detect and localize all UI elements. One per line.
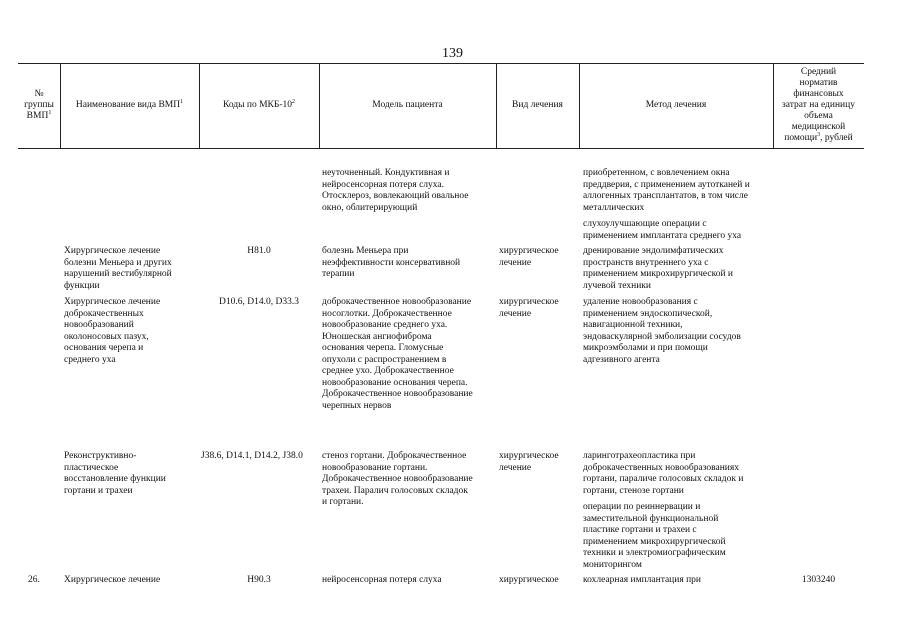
row-cochlear-cost: 1303240 xyxy=(801,575,836,585)
header-group-text: № группы ВМП xyxy=(24,89,54,121)
row-meniere-name: Хирургическое лечение болезни Меньера и других нарушений вестибулярной функции xyxy=(64,246,172,291)
row-cochlear-model: нейросенсорная потеря слуха xyxy=(322,575,442,585)
row-larynx-method: ларинготрахеопластика при доброкачественных новообразованиях гортани, параличе голосовых складок и гортани, стенозе гортани xyxy=(583,451,744,496)
row-larynx-method-extra: операции по реиннервации и заместительной функциональной пластике гортани и трахеи с применением микрохирургической техники и электромиографическим мониторингом xyxy=(583,502,726,570)
header-model-text: Модель пациента xyxy=(372,100,443,110)
header-codes xyxy=(199,63,319,148)
row-larynx-model: стеноз гортани. Доброкачественное новообразование гортани. Доброкачественное новообразование трахеи. Паралич голосовых складок и гортани. xyxy=(322,451,473,507)
row-cochlear-group: 26. xyxy=(28,575,40,585)
row-larynx-name: Реконструктивно- пластическое восстановление функции гортани и трахеи xyxy=(64,451,166,496)
header-codes-text: Коды по МКБ-10 xyxy=(222,100,293,110)
header-cost-suffix: , рублей xyxy=(820,133,853,143)
row-cochlear-name: Хирургическое лечение xyxy=(64,575,161,585)
row-tumor-codes: D10.6, D14.0, D33.3 xyxy=(219,297,299,307)
header-method xyxy=(579,63,773,148)
row-cochlear-method: кохлеарная имплантация при xyxy=(583,575,702,585)
header-cost xyxy=(773,63,864,148)
page-number: 139 xyxy=(442,46,463,61)
row-cochlear-type: хирургическое xyxy=(499,575,559,585)
header-bottom-border xyxy=(18,148,864,149)
row-continuation-method-extra: слухоулучшающие операции с применением имплантата среднего уха xyxy=(583,219,742,241)
row-tumor-model: доброкачественное новообразование носоглотки. Доброкачественное новообразование среднего уха. Юношеская ангиофиброма основания черепа. Гломусные опухоли с распространением в среднее ухо. Доброкачественное новообразование основания черепа. Доброкачественное новообразование черепных нервов xyxy=(322,297,473,411)
header-codes-footnote: 2 xyxy=(292,98,296,105)
header-group-footnote: 1 xyxy=(48,109,52,116)
row-tumor-type: хирургическое лечение xyxy=(499,297,559,319)
header-name xyxy=(60,63,199,148)
row-meniere-codes: H81.0 xyxy=(247,246,271,256)
header-name-footnote: 1 xyxy=(180,98,184,105)
row-continuation-model: неуточненный. Кондуктивная и нейросенсорная потеря слуха. Отосклероз, вовлекающий овальное окно, облитерирующий xyxy=(322,168,469,213)
header-treatment-type-text: Вид лечения xyxy=(512,100,563,110)
row-meniere-type: хирургическое лечение xyxy=(499,246,559,268)
row-larynx-type: хирургическое лечение xyxy=(499,451,559,473)
header-group xyxy=(18,63,60,148)
header-cost-footnote: 3 xyxy=(817,131,821,138)
row-larynx-codes: J38.6, D14.1, D14.2, J38.0 xyxy=(201,451,303,461)
row-continuation-method: приобретенном, с вовлечением окна преддверия, с применением аутотканей и аллогенных трансплантатов, в том числе металлических xyxy=(583,168,750,213)
row-cochlear-codes: H90.3 xyxy=(247,575,271,585)
header-name-text: Наименование вида ВМП xyxy=(75,100,181,110)
header-treatment-type xyxy=(496,63,579,148)
header-cost-text: Средний норматив финансовых затрат на единицу объема медицинской помощи xyxy=(782,67,855,143)
row-meniere-model: болезнь Меньера при неэффективности консервативной терапии xyxy=(322,246,461,279)
header-method-text: Метод лечения xyxy=(645,100,707,110)
row-tumor-method: удаление новообразования с применением эндоскопической, навигационной техники, эндоваскулярной эмболизации сосудов микроэмболами и при помощи адгезивного агента xyxy=(583,297,741,365)
row-meniere-method: дренирование эндолимфатических пространств внутреннего уха с применением микрохирургической и лучевой техники xyxy=(583,246,734,291)
header-model xyxy=(319,63,496,148)
row-tumor-name: Хирургическое лечение доброкачественных новообразований околоносовых пазух, основания черепа и среднего уха xyxy=(64,297,161,365)
